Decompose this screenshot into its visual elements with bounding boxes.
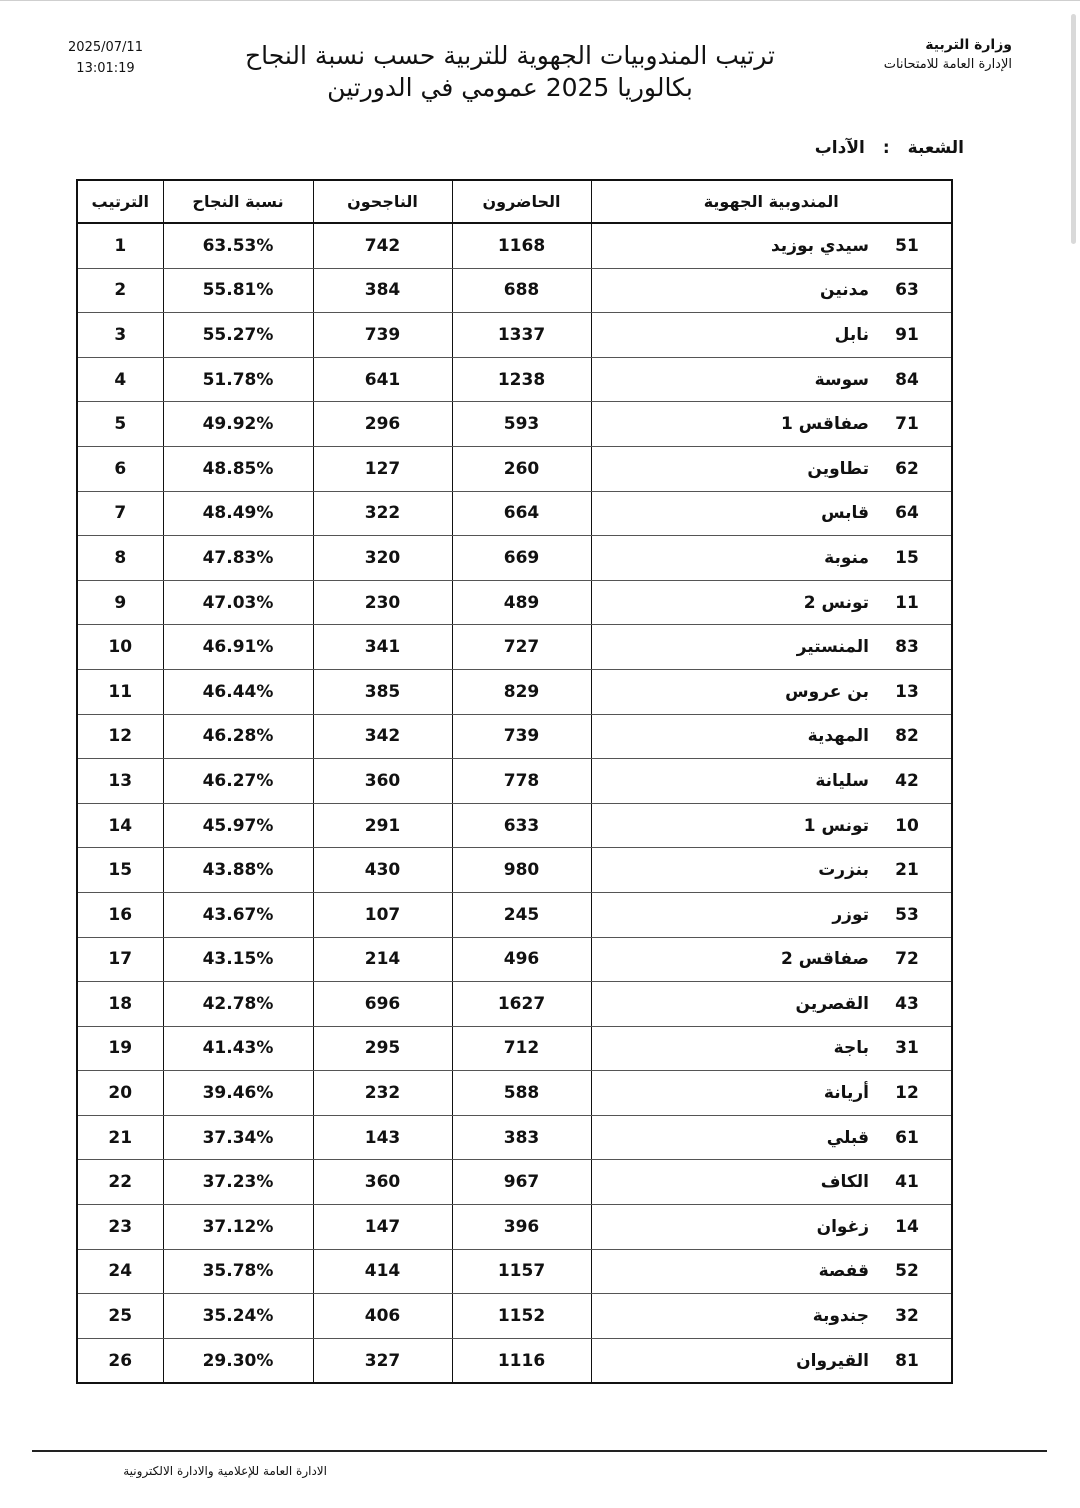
rate-cell: 43.88% [163, 848, 313, 893]
rank-cell: 13 [77, 759, 163, 804]
passed-cell: 385 [313, 669, 452, 714]
attended-cell: 1168 [452, 223, 591, 268]
rank-cell: 22 [77, 1160, 163, 1205]
attended-cell: 245 [452, 892, 591, 937]
table-row [77, 1026, 952, 1071]
top-border [0, 0, 1080, 1]
region-cell [591, 1205, 952, 1250]
table-row [77, 1205, 952, 1250]
region-cell [591, 1294, 952, 1339]
table-row [77, 982, 952, 1027]
rank-cell: 1 [77, 223, 163, 268]
rank-cell: 8 [77, 536, 163, 581]
region-code: 10 [895, 815, 919, 836]
region-cell [591, 714, 952, 759]
rank-cell: 26 [77, 1338, 163, 1383]
branch-label: الشعبة [907, 138, 964, 158]
header-rate: نسبة النجاح [163, 180, 313, 223]
passed-cell: 414 [313, 1249, 452, 1294]
region-cell [591, 1071, 952, 1116]
region-name: باجة [833, 1038, 869, 1059]
region-cell [591, 625, 952, 670]
attended-cell: 739 [452, 714, 591, 759]
attended-cell: 980 [452, 848, 591, 893]
attended-cell: 588 [452, 1071, 591, 1116]
region-code: 71 [895, 414, 919, 435]
table-row [77, 848, 952, 893]
passed-cell: 327 [313, 1338, 452, 1383]
region-cell [591, 669, 952, 714]
region-cell [591, 1338, 952, 1383]
region-cell [591, 491, 952, 536]
rate-cell: 37.23% [163, 1160, 313, 1205]
header-attended: الحاضرون [452, 180, 591, 223]
region-cell [591, 848, 952, 893]
region-code: 72 [895, 949, 919, 970]
passed-cell: 430 [313, 848, 452, 893]
table-row [77, 491, 952, 536]
rate-cell: 55.81% [163, 268, 313, 313]
rank-cell: 6 [77, 446, 163, 491]
attended-cell: 383 [452, 1115, 591, 1160]
region-cell [591, 536, 952, 581]
rank-cell: 11 [77, 669, 163, 714]
region-name: مدنين [820, 280, 869, 301]
region-name: سليانة [815, 770, 869, 791]
region-name: القيروان [796, 1350, 869, 1371]
rate-cell: 37.12% [163, 1205, 313, 1250]
region-cell [591, 803, 952, 848]
attended-cell: 688 [452, 268, 591, 313]
region-name: المنستير [796, 637, 869, 658]
attended-cell: 1238 [452, 357, 591, 402]
region-name: القصرين [795, 993, 869, 1014]
ranking-table [76, 179, 953, 1384]
passed-cell: 360 [313, 759, 452, 804]
region-cell [591, 580, 952, 625]
rate-cell: 48.49% [163, 491, 313, 536]
rank-cell: 10 [77, 625, 163, 670]
attended-cell: 489 [452, 580, 591, 625]
region-code: 64 [895, 503, 919, 524]
attended-cell: 633 [452, 803, 591, 848]
region-name: تطاوين [807, 458, 869, 479]
attended-cell: 396 [452, 1205, 591, 1250]
directorate-name: الإدارة العامة للامتحانات [883, 57, 1012, 72]
table-row [77, 268, 952, 313]
region-code: 82 [895, 726, 919, 747]
region-name: جندوبة [812, 1306, 869, 1327]
region-code: 51 [895, 235, 919, 256]
passed-cell: 320 [313, 536, 452, 581]
region-cell [591, 1026, 952, 1071]
passed-cell: 641 [313, 357, 452, 402]
rate-cell: 43.67% [163, 892, 313, 937]
attended-cell: 778 [452, 759, 591, 804]
rank-cell: 16 [77, 892, 163, 937]
ministry-header [884, 36, 1012, 74]
table-row [77, 1249, 952, 1294]
region-cell [591, 313, 952, 358]
region-cell [591, 982, 952, 1027]
region-name: الكاف [820, 1172, 869, 1193]
table-row [77, 669, 952, 714]
attended-cell: 260 [452, 446, 591, 491]
table-row [77, 1160, 952, 1205]
region-name: سوسة [814, 369, 869, 390]
table-row [77, 357, 952, 402]
rate-cell: 37.34% [163, 1115, 313, 1160]
region-cell [591, 268, 952, 313]
region-name: توزر [832, 904, 869, 925]
rate-cell: 29.30% [163, 1338, 313, 1383]
region-name: سيدي بوزيد [770, 235, 869, 256]
region-name: نابل [834, 324, 869, 345]
rate-cell: 42.78% [163, 982, 313, 1027]
passed-cell: 107 [313, 892, 452, 937]
title-line-2: بكالوريا 2025 عمومي في الدورتين [327, 73, 693, 102]
rate-cell: 63.53% [163, 223, 313, 268]
footer-divider [32, 1450, 1047, 1452]
rank-cell: 9 [77, 580, 163, 625]
header-passed: الناجحون [313, 180, 452, 223]
branch-separator: : [882, 138, 890, 158]
region-code: 62 [895, 458, 919, 479]
region-name: المهدية [807, 726, 869, 747]
rate-cell: 41.43% [163, 1026, 313, 1071]
attended-cell: 496 [452, 937, 591, 982]
rate-cell: 35.78% [163, 1249, 313, 1294]
region-name: بن عروس [785, 681, 869, 702]
rank-cell: 17 [77, 937, 163, 982]
rank-cell: 4 [77, 357, 163, 402]
rank-cell: 15 [77, 848, 163, 893]
rate-cell: 47.83% [163, 536, 313, 581]
print-timestamp [58, 37, 153, 79]
rank-cell: 14 [77, 803, 163, 848]
region-code: 61 [895, 1127, 919, 1148]
region-name: قابس [821, 503, 869, 524]
rate-cell: 46.91% [163, 625, 313, 670]
branch-value: الآداب [814, 138, 865, 158]
print-time: 13:01:19 [76, 61, 135, 76]
attended-cell: 1627 [452, 982, 591, 1027]
region-code: 84 [895, 369, 919, 390]
table-row [77, 536, 952, 581]
region-cell [591, 223, 952, 268]
region-code: 83 [895, 637, 919, 658]
passed-cell: 295 [313, 1026, 452, 1071]
region-name: قفصة [818, 1261, 869, 1282]
region-name: أريانة [823, 1083, 869, 1104]
rate-cell: 43.15% [163, 937, 313, 982]
rank-cell: 3 [77, 313, 163, 358]
passed-cell: 384 [313, 268, 452, 313]
passed-cell: 214 [313, 937, 452, 982]
region-code: 53 [895, 904, 919, 925]
passed-cell: 406 [313, 1294, 452, 1339]
table-row [77, 313, 952, 358]
passed-cell: 143 [313, 1115, 452, 1160]
rank-cell: 23 [77, 1205, 163, 1250]
passed-cell: 322 [313, 491, 452, 536]
print-date: 2025/07/11 [68, 40, 143, 55]
passed-cell: 739 [313, 313, 452, 358]
region-name: منوبة [824, 547, 869, 568]
rate-cell: 48.85% [163, 446, 313, 491]
ministry-name: وزارة التربية [925, 37, 1012, 53]
attended-cell: 1152 [452, 1294, 591, 1339]
rank-cell: 20 [77, 1071, 163, 1116]
rank-cell: 2 [77, 268, 163, 313]
table-row [77, 580, 952, 625]
rank-cell: 24 [77, 1249, 163, 1294]
table-row [77, 625, 952, 670]
header-region: المندوبية الجهوية [591, 180, 952, 223]
table-row [77, 714, 952, 759]
rate-cell: 51.78% [163, 357, 313, 402]
region-cell [591, 937, 952, 982]
rank-cell: 12 [77, 714, 163, 759]
region-code: 52 [895, 1261, 919, 1282]
footer-text: الادارة العامة للإعلامية والادارة الالكترونية [123, 1464, 327, 1478]
region-name: تونس 1 [803, 815, 869, 836]
attended-cell: 727 [452, 625, 591, 670]
attended-cell: 829 [452, 669, 591, 714]
table-header-row [77, 180, 952, 223]
rate-cell: 49.92% [163, 402, 313, 447]
scrollbar[interactable] [1071, 14, 1076, 244]
table-row [77, 446, 952, 491]
passed-cell: 341 [313, 625, 452, 670]
region-name: صفاقس 1 [781, 414, 869, 435]
table-row [77, 937, 952, 982]
table-row [77, 1115, 952, 1160]
region-cell [591, 1249, 952, 1294]
attended-cell: 1116 [452, 1338, 591, 1383]
table-row [77, 1338, 952, 1383]
passed-cell: 342 [313, 714, 452, 759]
region-code: 42 [895, 770, 919, 791]
table-body [77, 223, 952, 1383]
region-cell [591, 357, 952, 402]
document-title [160, 40, 860, 104]
region-name: قبلي [826, 1127, 869, 1148]
region-code: 91 [895, 324, 919, 345]
attended-cell: 1157 [452, 1249, 591, 1294]
region-cell [591, 1115, 952, 1160]
region-name: تونس 2 [803, 592, 869, 613]
rate-cell: 45.97% [163, 803, 313, 848]
rate-cell: 39.46% [163, 1071, 313, 1116]
passed-cell: 230 [313, 580, 452, 625]
region-cell [591, 1160, 952, 1205]
table-row [77, 1071, 952, 1116]
region-code: 32 [895, 1306, 919, 1327]
attended-cell: 664 [452, 491, 591, 536]
region-code: 15 [895, 547, 919, 568]
region-code: 12 [895, 1083, 919, 1104]
attended-cell: 593 [452, 402, 591, 447]
region-code: 31 [895, 1038, 919, 1059]
rate-cell: 46.44% [163, 669, 313, 714]
attended-cell: 967 [452, 1160, 591, 1205]
region-code: 41 [895, 1172, 919, 1193]
attended-cell: 1337 [452, 313, 591, 358]
rank-cell: 21 [77, 1115, 163, 1160]
table-row [77, 402, 952, 447]
attended-cell: 712 [452, 1026, 591, 1071]
region-code: 63 [895, 280, 919, 301]
region-code: 81 [895, 1350, 919, 1371]
rank-cell: 25 [77, 1294, 163, 1339]
rank-cell: 18 [77, 982, 163, 1027]
passed-cell: 696 [313, 982, 452, 1027]
rate-cell: 55.27% [163, 313, 313, 358]
region-code: 14 [895, 1216, 919, 1237]
region-name: زغوان [816, 1216, 869, 1237]
passed-cell: 232 [313, 1071, 452, 1116]
table-row [77, 892, 952, 937]
region-cell [591, 446, 952, 491]
region-name: بنزرت [818, 860, 869, 881]
rate-cell: 47.03% [163, 580, 313, 625]
region-code: 13 [895, 681, 919, 702]
rate-cell: 46.28% [163, 714, 313, 759]
passed-cell: 742 [313, 223, 452, 268]
rate-cell: 46.27% [163, 759, 313, 804]
region-code: 43 [895, 993, 919, 1014]
rate-cell: 35.24% [163, 1294, 313, 1339]
rank-cell: 19 [77, 1026, 163, 1071]
table-row [77, 223, 952, 268]
region-cell [591, 759, 952, 804]
table-row [77, 759, 952, 804]
passed-cell: 296 [313, 402, 452, 447]
region-code: 21 [895, 860, 919, 881]
title-line-1: ترتيب المندوبيات الجهوية للتربية حسب نسبة النجاح [244, 41, 776, 70]
rank-cell: 7 [77, 491, 163, 536]
attended-cell: 669 [452, 536, 591, 581]
region-code: 11 [895, 592, 919, 613]
table-row [77, 803, 952, 848]
region-name: صفاقس 2 [781, 949, 869, 970]
branch-info [815, 138, 964, 158]
header-rank: الترتيب [77, 180, 163, 223]
passed-cell: 127 [313, 446, 452, 491]
passed-cell: 360 [313, 1160, 452, 1205]
region-cell [591, 402, 952, 447]
region-cell [591, 892, 952, 937]
passed-cell: 147 [313, 1205, 452, 1250]
table-row [77, 1294, 952, 1339]
rank-cell: 5 [77, 402, 163, 447]
passed-cell: 291 [313, 803, 452, 848]
